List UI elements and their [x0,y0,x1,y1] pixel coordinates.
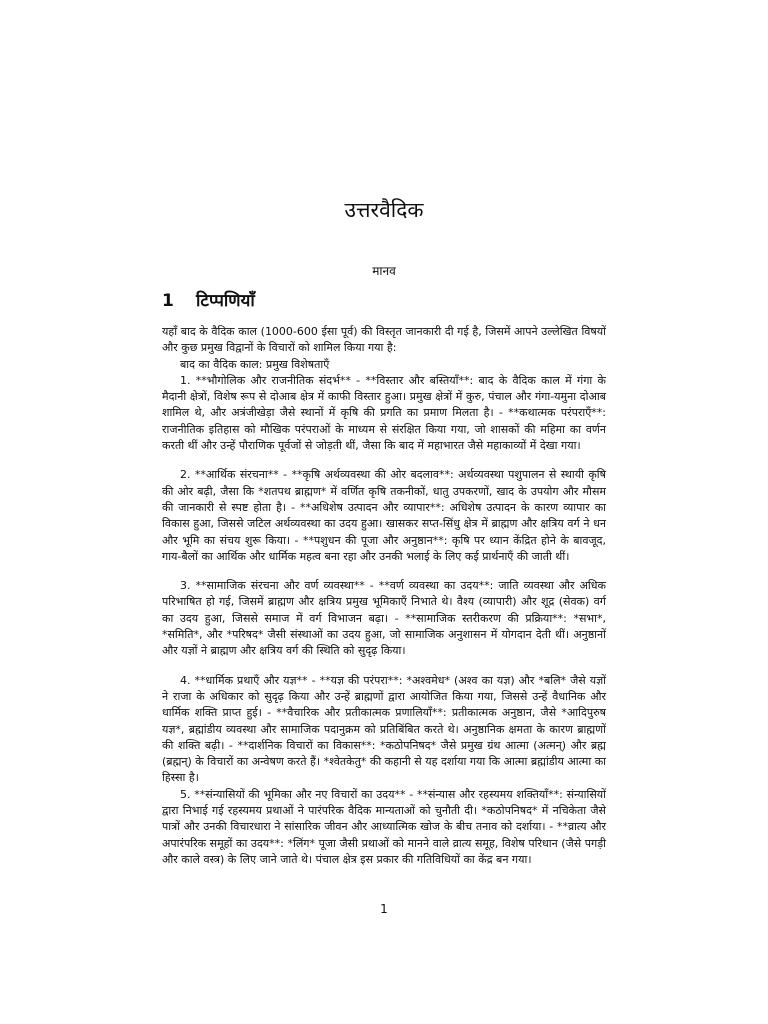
section-title: टिप्पणियाँ [196,291,255,311]
page-number: 1 [380,902,388,916]
document-author: मानव [372,264,396,278]
intro-paragraph: यहाँ बाद के वैदिक काल (1000-600 ईसा पूर्व) की विस्तृत जानकारी दी गई है, जिसमें आपने उल्लेखित विषयों और कुछ प्रमुख विद्वानों के विचारों को शामिल किया गया है: [162,325,606,355]
section-heading [162,290,255,312]
point-3-paragraph: 3. **सामाजिक संरचना और वर्ण व्यवस्था** - **वर्ण व्यवस्था का उदय**: जाति व्यवस्था और अधिक परिभाषित हो गई, जिसमें ब्राह्मण और क्षत्रिय प्रमुख भूमिकाएँ निभाते थे। वैश्य (व्यापारी) और शूद्र (सेवक) वर्ग का उदय हुआ, जिससे समाज में वर्ग विभाजन बढ़ा। - **सामाजिक स्तरीकरण की प्रक्रिया**: *सभा*, *समिति*, और *परिषद* जैसी संस्थाओं का उदय हुआ, जो सामाजिक अनुशासन में योगदान देती थीं। अनुष्ठानों और यज्ञों ने ब्राह्मण और क्षत्रिय वर्ग की स्थिति को सुदृढ़ किया। [162,579,606,658]
point-2-paragraph: 2. **आर्थिक संरचना** - **कृषि अर्थव्यवस्था की ओर बदलाव**: अर्थव्यवस्था पशुपालन से स्थायी कृषि की ओर बढ़ी, जैसा कि *शतपथ ब्राह्मण* में वर्णित कृषि तकनीकों, धातु उपकरणों, खाद के उपयोग और मौसम की जानकारी से स्पष्ट होता है। - **अधिशेष उत्पादन और व्यापार**: अधिशेष उत्पादन के कारण व्यापार का विकास हुआ, जिससे जटिल अर्थव्यवस्था का उदय हुआ। खासकर सप्त-सिंधु क्षेत्र में ब्राह्मण और क्षत्रिय वर्ग ने धन और भूमि का संचय शुरू किया। - **पशुधन की पूजा और अनुष्ठान**: कृषि पर ध्यान केंद्रित होने के बावजूद, गाय-बैलों का आर्थिक और धार्मिक महत्व बना रहा और उनकी भलाई के लिए कई प्रार्थनाएँ की जाती थीं। [162,468,606,563]
point-5-paragraph: 5. **संन्यासियों की भूमिका और नए विचारों का उदय** - **संन्यास और रहस्यमय शक्तियाँ**: संन्यासियों द्वारा निभाई गई रहस्यमय प्रथाओं ने पारंपरिक वैदिक मान्यताओं को चुनौती दी। *कठोपनिषद* में नचिकेता जैसे पात्रों और उनकी विचारधारा ने सांसारिक जीवन और आध्यात्मिक खोज के बीच तनाव को दर्शाया। - **व्रात्य और अपारंपरिक समूहों का उदय**: *लिंग* पूजा जैसी प्रथाओं को मानने वाले व्रात्य समूह, विशेष परिधान (जैसे पगड़ी और काले वस्त्र) के लिए जाने जाते थे। पंचाल क्षेत्र इस प्रकार की गतिविधियों का केंद्र बन गया। [162,787,606,866]
section-number: 1 [162,291,174,311]
point-1-paragraph: 1. **भौगोलिक और राजनीतिक संदर्भ** - **विस्तार और बस्तियाँ**: बाद के वैदिक काल में गंगा के मैदानी क्षेत्रों, विशेष रूप से दोआब क्षेत्र में काफी विस्तार हुआ। प्रमुख क्षेत्रों में कुरु, पंचाल और गंगा-यमुना दोआब शामिल थे, और अत्रंजीखेड़ा जैसे स्थानों में कृषि की प्रगति का प्रमाण मिलता है। - **कथात्मक परंपराएँ**: राजनीतिक इतिहास को मौखिक परंपराओं के माध्यम से संरक्षित किया गया, जो शासकों की महिमा का वर्णन करती थीं और उन्हें पौराणिक पूर्वजों से जोड़ती थीं, जैसा कि बाद में महाभारत जैसे महाकाव्यों में देखा गया। [162,373,606,453]
document-title: उत्तरवैदिक [344,198,424,222]
body-text [162,324,606,868]
subheading-paragraph: बाद का वैदिक काल: प्रमुख विशेषताएँ [180,357,330,371]
point-4-paragraph: 4. **धार्मिक प्रथाएँ और यज्ञ** - **यज्ञ की परंपरा**: *अश्वमेध* (अश्व का यज्ञ) और *बलि* जैसे यज्ञों ने राजा के अधिकार को सुदृढ़ किया और उन्हें ब्राह्मणों द्वारा आयोजित किया गया, जिससे उन्हें वैधानिक और धार्मिक शक्ति प्राप्त हुई। - **वैचारिक और प्रतीकात्मक प्रणालियाँ**: प्रतीकात्मक अनुष्ठान, जैसे *आदिपुरुष यज्ञ*, ब्रह्मांडीय व्यवस्था और सामाजिक पदानुक्रम को प्रतिबिंबित करते थे। अनुष्ठानिक क्षमता के कारण ब्राह्मणों की शक्ति बढ़ी। - **दार्शनिक विचारों का विकास**: *कठोपनिषद* जैसे प्रमुख ग्रंथ आत्मा (अत्मन्) और ब्रह्म (ब्रह्मन्) के विचारों का अन्वेषण करते हैं। *श्वेतकेतु* की कहानी से यह दर्शाया गया कि आत्मा ब्रह्मांडीय आत्मा का हिस्सा है। [162,673,606,785]
